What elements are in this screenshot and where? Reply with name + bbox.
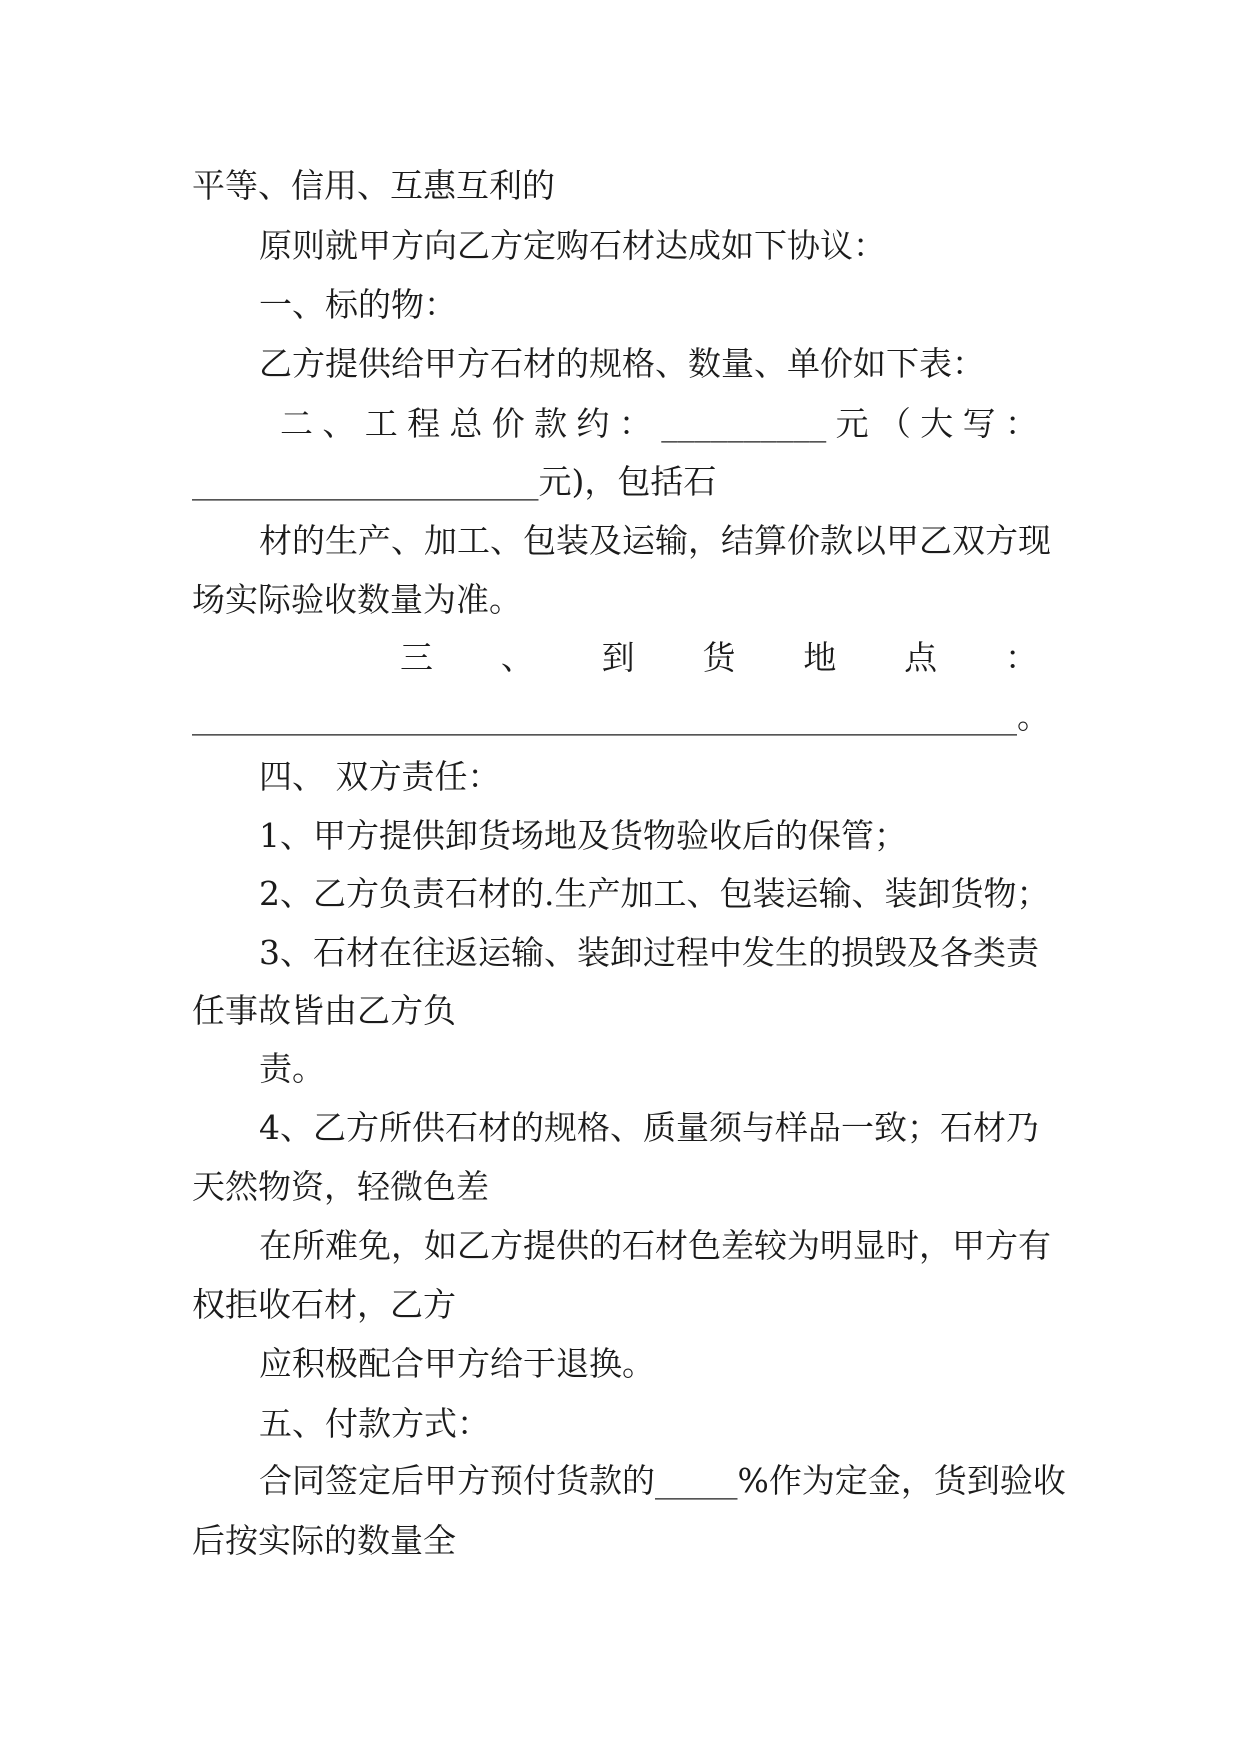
section-heading-responsibilities: 四、 双方责任：: [259, 757, 501, 796]
clause-4-end: 应积极配合甲方给于退换。: [259, 1344, 655, 1383]
clause-3: 3、石材在往返运输、装卸过程中发生的损毁及各类责: [259, 933, 1039, 972]
section-heading-delivery: 三、到货地点：: [400, 638, 1038, 677]
text-line-principle-continued: 平等、信用、互惠互利的: [192, 166, 555, 205]
section-heading-payment: 五、付款方式：: [259, 1404, 490, 1443]
clause-4: 4、乙方所供石材的规格、质量须与样品一致；石材乃: [259, 1108, 1039, 1147]
text-line-spec-table-intro: 乙方提供给甲方石材的规格、数量、单价如下表：: [259, 344, 985, 383]
clause-3-end: 责。: [259, 1049, 325, 1088]
text-line-price-scope-end: 场实际验收数量为准。: [192, 580, 522, 619]
clause-3-continued: 任事故皆由乙方负: [192, 991, 456, 1030]
clause-1: 1、甲方提供卸货场地及货物验收后的保管；: [259, 816, 907, 855]
text-line-payment-terms-continued: 后按实际的数量全: [192, 1521, 456, 1560]
text-line-delivery-blank: __________________________________________________。: [192, 697, 1050, 736]
text-line-price-blank: _____________________元)，包括石: [192, 462, 717, 501]
clause-4-continued-2: 在所难免，如乙方提供的石材色差较为明显时，甲方有: [259, 1226, 1051, 1265]
clause-4-continued-3: 权拒收石材，乙方: [192, 1285, 456, 1324]
text-line-payment-terms: 合同签定后甲方预付货款的_____%作为定金，货到验收: [259, 1461, 1066, 1500]
section-heading-subject: 一、标的物：: [259, 285, 457, 324]
text-line-price-scope: 材的生产、加工、包装及运输，结算价款以甲乙双方现: [259, 521, 1051, 560]
section-heading-total-price: 二、工程总价款约：__________元（大写：: [280, 404, 1038, 443]
clause-2: 2、乙方负责石材的.生产加工、包装运输、装卸货物；: [259, 874, 1050, 913]
text-line-agreement-intro: 原则就甲方向乙方定购石材达成如下协议：: [259, 226, 886, 265]
clause-4-continued: 天然物资，轻微色差: [192, 1167, 489, 1206]
